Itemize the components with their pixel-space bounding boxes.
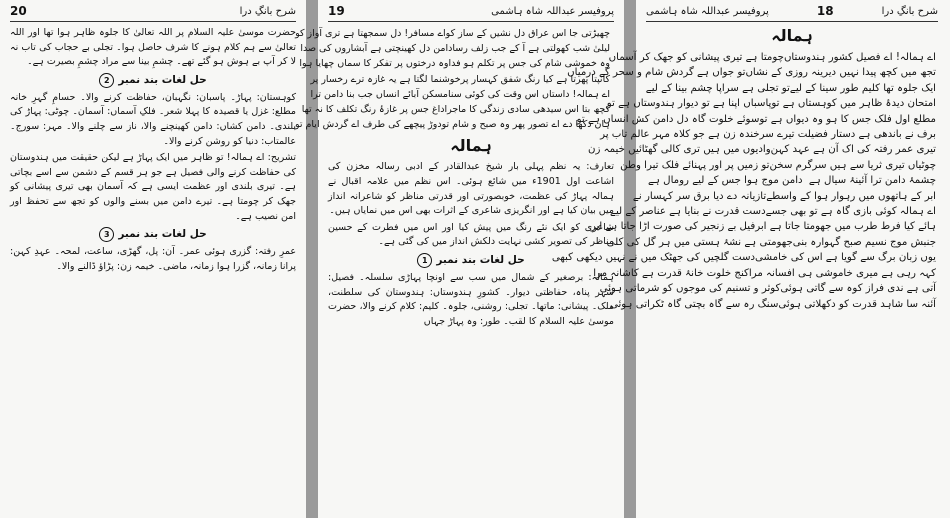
verse: داغ جس پر غازۂ رنگ تکلف کا نہ تھا	[301, 104, 445, 116]
glossary-paragraph: کوہستان: پہاڑ۔ پاسبان: نگہبان، حفاظت کرنے والا۔ حسامِ گہرِ خانہ مطلع: غزل یا قصیدہ کا پہلا شعر۔ فلکِ آسماں: آسمان۔ چوٹی: پہاڑ کی بلندی۔ دامن کشاں: دامن کھینچنے والا، ناز سے چلنے والا۔ مہر: سورج۔ عالمتاب: دنیا کو روشن کرنے والا۔	[10, 91, 296, 147]
page-header	[646, 4, 938, 22]
verse: تازیانہ دے دیا برق سر کہسار نے	[632, 190, 767, 202]
couplet	[310, 87, 614, 102]
verse: چشمۂ دامن ترا آئینۂ سیال ہے	[808, 175, 936, 187]
couplet	[600, 127, 938, 142]
section-number: 3	[99, 227, 114, 242]
couplet	[588, 142, 938, 157]
poem-block	[551, 50, 938, 312]
verse: ابر کے ہاتھوں میں رہوار ہوا کے واسطے	[766, 190, 936, 202]
verse: کنج خلوت خانۂ قدرت ہے کاشانہ مرا	[593, 267, 749, 279]
verse: آتی ہے ندی فراز کوہ سے گاتی ہوئی	[780, 283, 936, 295]
section-number: 2	[99, 73, 114, 88]
verse: برف نے باندھی ہے دستار فضیلت تیرے سر	[759, 129, 936, 141]
couplet	[609, 204, 938, 219]
verse: چومتا ہے تیری پیشانی کو جھک کر آسماں	[608, 52, 784, 63]
couplet	[646, 173, 938, 188]
verse: امتحان دیدۂ ظاہر میں کوہستاں ہے تو	[771, 98, 936, 110]
verse: وادیوں میں ہیں تری کالی گھٹائیں خیمہ زن	[588, 144, 771, 156]
running-header: پروفیسر عبداللہ شاہ ہاشمی	[491, 5, 614, 17]
couplet	[301, 102, 614, 117]
couplet	[632, 189, 938, 204]
couplet	[576, 112, 938, 127]
verse: اے مسافر! دل سمجھتا ہے تری آواز کو	[295, 28, 446, 39]
verse: دست گلچیں کی جھٹک میں نے نہیں دیکھی کبھی	[551, 252, 756, 264]
verse: تو زمیں پر اور پہنائے فلک تیرا وطن	[620, 159, 770, 171]
running-header: شرح بانگِ درا	[239, 5, 296, 17]
couplet	[300, 41, 614, 56]
couplet	[294, 117, 614, 132]
couplet	[620, 158, 938, 173]
verse: تیری عمر رفتہ کی اک آن ہے عہد کہن	[770, 144, 936, 156]
verse: جنبش موج نسیم صبح گہوارہ بنی	[792, 236, 936, 248]
section-heading	[10, 73, 296, 88]
verse: دوڑ پیچھے کی طرف اے گردش ایام تو	[294, 119, 442, 131]
verse: چوٹیاں تیری ثریا سے ہیں سرگرم سخن	[769, 159, 936, 171]
running-header: شرح بانگِ درا	[881, 5, 938, 17]
verse: دست قدرت نے بنایا ہے عناصر کے لیے	[609, 206, 766, 218]
couplet	[609, 297, 938, 312]
verse: سوئے خلوت گاہ دل دامن کش انساں ہے تو	[576, 113, 760, 125]
page-number: 19	[328, 4, 345, 18]
couplet	[551, 250, 938, 265]
glossary-paragraph: ہمالہ: برصغیر کے شمال میں سب سے اونچا پہاڑی سلسلہ۔ فصیل: شہر پناہ، حفاظتی دیوار۔ کشورِ ہندوستاں: ہندوستان کی سلطنت، ملک۔ پیشانی: ماتھا۔ تجلی: روشنی، جلوہ۔ کلیم: کلام کرنے والا، حضرت موسیٰ علیہ السلام کا لقب۔ طور: وہ پہاڑ جہاں	[328, 271, 614, 327]
page-header	[328, 4, 614, 22]
couplet	[593, 266, 938, 281]
verse: فیل بے زنجیر کی صورت اڑا جاتا ہے ابر	[590, 221, 756, 233]
intro-paragraph: حضرت موسیٰ علیہ السلام پر اللہ تعالیٰ کا جلوہ ظاہر ہوا تھا اور اللہ تعالیٰ سے ہم کلام ہونے کا شرف حاصل ہوا۔ تجلی بے حجاب کی تاب نہ لا کر آپ بے ہوش ہو گئے تھے۔ چشمِ بینا سے مراد چشمِ بصیرت ہے۔	[10, 27, 296, 68]
verse: کچھ بتا اس سیدھی سادی زندگی کا ماجرا	[444, 104, 610, 116]
verse: جھومتی ہے نشۂ ہستی میں ہر گل کی کلی	[606, 236, 793, 248]
explanation-paragraph: تشریح: اے ہمالہ! تو ظاہر میں ایک پہاڑ ہے لیکن حقیقت میں ہندوستان کی حفاظت کرنے والی فصیل ہے جو ہر قسم کے دشمن سے اسے بچاتی ہے۔ تیری بلندی اور عظمت ایسی ہے کہ آسمان بھی تیری پیشانی کو جھک کر چومتا ہے۔ تیرے دامن میں بسنے والوں کو تجھ سے تحفظ اور امن نصیب ہے۔	[10, 152, 296, 222]
verse: اے ہمالہ کوئی بازی گاہ ہے تو بھی جسے	[765, 206, 936, 218]
verse: خندہ زن ہے جو کلاہ مہر عالم تاب پر	[600, 129, 760, 141]
poem-title: ہمالہ	[450, 136, 492, 156]
verse: پاسباں اپنا ہے تو دیوار ہندوستاں ہے تو	[606, 98, 772, 110]
section-heading-text: حل لغات بند نمبر	[118, 73, 207, 86]
verse: یوں زبان برگ سے گویا ہے اس کی خامشی	[755, 252, 936, 264]
couplet	[590, 219, 938, 234]
verse: تو تجلی ہے سراپا چشم بینا کے لیے	[645, 82, 790, 94]
couplet	[599, 281, 938, 296]
couplet	[606, 235, 938, 250]
verse: سنگ رہ سے گاہ بچتی گاہ ٹکراتی ہوئی	[609, 298, 779, 310]
page-number: 20	[10, 4, 27, 18]
section-number: 1	[417, 253, 432, 268]
verse: وہ خموشی شام کی جس پر تکلم ہو فدا	[448, 58, 610, 70]
page-20	[0, 0, 306, 518]
verse: اے ہمالہ! اے فصیل کشور ہندوستاں	[783, 52, 936, 63]
verse: دامن دل کھینچتی ہے آبشاروں کی صدا	[300, 43, 453, 55]
verse: تو جواں ہے گردش شام و سحر کے درمیاں	[567, 67, 746, 79]
verse: آئنہ سا شاہد قدرت کو دکھلاتی ہوئی	[778, 298, 936, 310]
verse: ایک جلوہ تھا کلیم طور سینا کے لیے	[789, 82, 936, 94]
verse: ہاں دکھا دے اے تصور پھر وہ صبح و شام تو	[441, 119, 610, 131]
section-heading-text: حل لغات بند نمبر	[118, 228, 207, 241]
couplet	[646, 81, 938, 96]
explanation-paragraph: شاعری کو ایک نئے رنگ میں پیش کیا اور اس میں فطرت کے حسین مناظر کی تصویر کشی نہایت دلکش انداز میں کی گئی ہے۔	[328, 221, 614, 248]
verse: کوثر و تسنیم کی موجوں کو شرماتی ہوئی	[599, 283, 781, 295]
verse: کانپتا پھرتا ہے کیا رنگ شفق کہسار پر	[460, 73, 610, 85]
section-heading-text: حل لغات بند نمبر	[436, 253, 525, 266]
couplet	[606, 96, 938, 111]
page-number: 18	[816, 4, 834, 18]
verse: وہ درختوں پر تفکر کا سماں چھایا ہوا	[299, 58, 449, 70]
page-header	[10, 4, 296, 22]
verse: چھیڑتی جا اس عراق دل نشیں کے ساز کو	[445, 28, 610, 39]
poem-title: ہمالہ	[771, 26, 813, 45]
verse: لیلیٰ شب کھولتی ہے آ کے جب زلف رسا	[452, 43, 610, 55]
couplet	[295, 26, 614, 41]
verse: اے ہمالہ! داستاں اس وقت کی کوئی سنا	[448, 88, 610, 100]
verse: مسکن آبائے انساں جب بنا دامن ترا	[310, 88, 449, 100]
verse: کہہ رہی ہے میری خاموشی ہی افسانہ مرا	[748, 267, 936, 279]
glossary-paragraph: عمرِ رفتہ: گزری ہوئی عمر۔ آن: پل، گھڑی، ساعت، لمحہ۔ عہدِ کہن: پرانا زمانہ، گزرا ہوا زمانہ، ماضی۔ خیمہ زن: پڑاؤ ڈالنے والا۔	[10, 246, 296, 272]
verse: ہائے کیا فرط طرب میں جھومتا جاتا ہے ابر	[755, 221, 936, 233]
section-heading	[10, 227, 296, 242]
running-header-author: پروفیسر عبداللہ شاہ ہاشمی	[646, 5, 769, 17]
page-18	[551, 0, 950, 518]
verse: تجھ میں کچھ پیدا نہیں دیرینہ روزی کے نشاں	[745, 67, 936, 79]
intro-paragraph: تعارف: یہ نظم پہلی بار شیخ عبدالقادر کے ادبی رسالہ مخزن کی اشاعت اول 1901ء میں شائع ہوئی۔ اس نظم میں علامہ اقبال نے ہمالہ پہاڑ کی عظمت، خوبصورتی اور قدرتی مناظر کو شاعرانہ انداز میں بیان کیا ہے اور انگریزی شاعری کے اثرات بھی اس میں نمایاں ہیں۔	[328, 161, 614, 217]
couplet	[608, 50, 938, 65]
verse: خوشنما لگتا ہے یہ غازہ ترے رخسار پر	[310, 73, 461, 85]
couplet	[567, 65, 938, 80]
verse: مطلع اول فلک جس کا ہو وہ دیواں ہے تو	[759, 113, 936, 125]
verse: دامن موج ہوا جس کے لیے رومال ہے	[648, 175, 803, 187]
